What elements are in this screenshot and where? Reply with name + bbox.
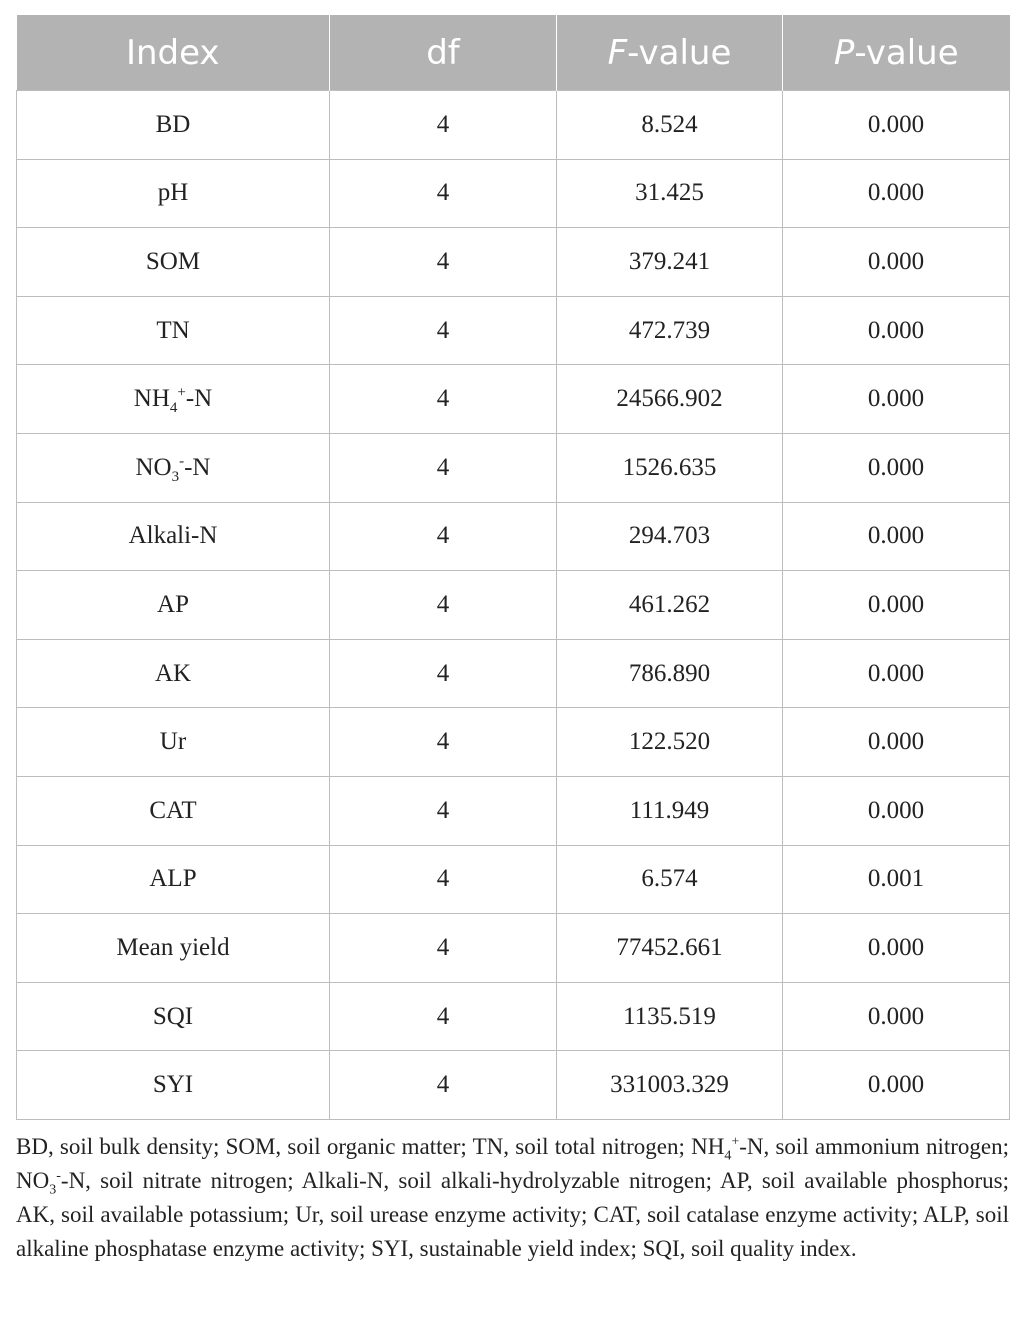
cell-p-value: 0.000 xyxy=(783,365,1010,434)
footnote-text-2: -N, soil ammonium nitrogen; NO xyxy=(16,1134,1009,1193)
cell-df: 4 xyxy=(330,914,557,983)
table-row xyxy=(17,845,1010,914)
cell-df: 4 xyxy=(330,776,557,845)
cell-df: 4 xyxy=(330,91,557,160)
footnote-text-3: -N, soil nitrate nitrogen; Alkali-N, soil alkali-hydrolyzable nitrogen; AP, soil available phosphorus; AK, soil available potassium; Ur, soil urease enzyme activity; CAT, soil catalase enzyme activity; ALP, soil alkaline phosphatase enzyme activity; SYI, sustainable yield index; SQI, soil quality index. xyxy=(16,1168,1009,1261)
anova-table xyxy=(16,15,1010,1120)
cell-f-value: 461.262 xyxy=(557,571,783,640)
table-header xyxy=(17,15,1010,91)
footnote-nh-subscript: 4 xyxy=(724,1148,732,1164)
cell-f-value: 1526.635 xyxy=(557,433,783,502)
table-row xyxy=(17,91,1010,160)
header-p-letter: P xyxy=(833,32,855,73)
cell-df: 4 xyxy=(330,502,557,571)
header-f-letter: F xyxy=(607,32,628,73)
cell-p-value: 0.000 xyxy=(783,433,1010,502)
header-f-value xyxy=(557,15,783,91)
cell-df: 4 xyxy=(330,845,557,914)
cell-df: 4 xyxy=(330,1051,557,1120)
cell-index: pH xyxy=(17,159,330,228)
cell-index: SYI xyxy=(17,1051,330,1120)
footnote-text-1: BD, soil bulk density; SOM, soil organic matter; TN, soil total nitrogen; NH xyxy=(16,1134,725,1159)
table-footnote xyxy=(16,1130,1009,1266)
cell-df: 4 xyxy=(330,228,557,297)
cell-index: AP xyxy=(17,571,330,640)
header-p-value xyxy=(783,15,1010,91)
table-row xyxy=(17,1051,1010,1120)
cell-f-value: 24566.902 xyxy=(557,365,783,434)
table-row xyxy=(17,365,1010,434)
cell-f-value: 111.949 xyxy=(557,776,783,845)
header-df: df xyxy=(330,15,557,91)
cell-index: BD xyxy=(17,91,330,160)
cell-df: 4 xyxy=(330,982,557,1051)
cell-index: SQI xyxy=(17,982,330,1051)
cell-df: 4 xyxy=(330,365,557,434)
cell-p-value: 0.000 xyxy=(783,159,1010,228)
cell-f-value: 8.524 xyxy=(557,91,783,160)
cell-index: SOM xyxy=(17,228,330,297)
cell-p-value: 0.000 xyxy=(783,708,1010,777)
header-p-suffix: -value xyxy=(854,32,959,73)
cell-p-value: 0.000 xyxy=(783,776,1010,845)
table-row xyxy=(17,502,1010,571)
cell-df: 4 xyxy=(330,433,557,502)
cell-df: 4 xyxy=(330,159,557,228)
index-subscript: 3 xyxy=(171,468,180,485)
cell-index xyxy=(17,433,330,502)
header-f-suffix: -value xyxy=(627,32,732,73)
footnote-nh-superscript: + xyxy=(731,1134,740,1150)
header-row xyxy=(17,15,1010,91)
index-superscript: + xyxy=(177,384,186,401)
cell-p-value: 0.000 xyxy=(783,982,1010,1051)
cell-f-value: 77452.661 xyxy=(557,914,783,983)
index-subscript: 4 xyxy=(169,400,178,417)
cell-p-value: 0.001 xyxy=(783,845,1010,914)
index-superscript: - xyxy=(179,453,185,470)
cell-f-value: 1135.519 xyxy=(557,982,783,1051)
footnote-no-superscript: - xyxy=(56,1168,61,1184)
cell-index: CAT xyxy=(17,776,330,845)
table-row xyxy=(17,639,1010,708)
cell-f-value: 294.703 xyxy=(557,502,783,571)
cell-p-value: 0.000 xyxy=(783,571,1010,640)
table-row xyxy=(17,571,1010,640)
cell-p-value: 0.000 xyxy=(783,502,1010,571)
table-row xyxy=(17,776,1010,845)
cell-index: Ur xyxy=(17,708,330,777)
cell-p-value: 0.000 xyxy=(783,639,1010,708)
cell-df: 4 xyxy=(330,639,557,708)
table-row xyxy=(17,708,1010,777)
cell-index: AK xyxy=(17,639,330,708)
cell-f-value: 6.574 xyxy=(557,845,783,914)
cell-index: TN xyxy=(17,296,330,365)
cell-f-value: 331003.329 xyxy=(557,1051,783,1120)
cell-index xyxy=(17,365,330,434)
table-row xyxy=(17,433,1010,502)
cell-f-value: 122.520 xyxy=(557,708,783,777)
header-index: Index xyxy=(17,15,330,91)
index-main: NH xyxy=(133,385,170,413)
cell-p-value: 0.000 xyxy=(783,296,1010,365)
cell-df: 4 xyxy=(330,571,557,640)
index-main: NO xyxy=(135,453,172,481)
cell-p-value: 0.000 xyxy=(783,228,1010,297)
table-row xyxy=(17,296,1010,365)
table-body xyxy=(17,91,1010,1120)
cell-df: 4 xyxy=(330,708,557,777)
cell-p-value: 0.000 xyxy=(783,1051,1010,1120)
cell-index: Alkali-N xyxy=(17,502,330,571)
cell-f-value: 786.890 xyxy=(557,639,783,708)
anova-table-container xyxy=(16,15,1009,1120)
cell-f-value: 31.425 xyxy=(557,159,783,228)
index-tail: -N xyxy=(185,385,213,413)
table-row xyxy=(17,982,1010,1051)
table-row xyxy=(17,914,1010,983)
cell-index: ALP xyxy=(17,845,330,914)
cell-f-value: 379.241 xyxy=(557,228,783,297)
cell-f-value: 472.739 xyxy=(557,296,783,365)
index-tail: -N xyxy=(184,453,211,481)
table-row xyxy=(17,228,1010,297)
cell-index: Mean yield xyxy=(17,914,330,983)
table-row xyxy=(17,159,1010,228)
footnote-no-subscript: 3 xyxy=(49,1182,57,1198)
cell-df: 4 xyxy=(330,296,557,365)
cell-p-value: 0.000 xyxy=(783,914,1010,983)
cell-p-value: 0.000 xyxy=(783,91,1010,160)
